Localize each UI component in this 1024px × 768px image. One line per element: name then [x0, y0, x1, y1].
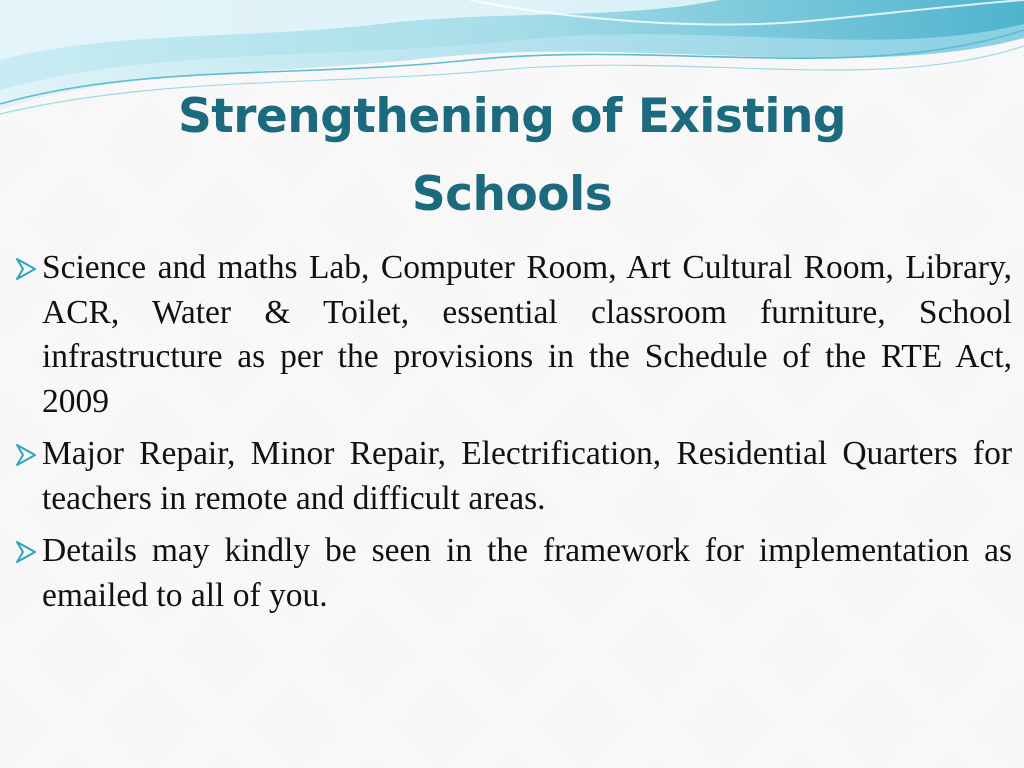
- bullet-item-repairs: [14, 432, 1012, 521]
- bullet-item-details: [14, 529, 1012, 618]
- arrow-bullet-icon: [14, 443, 38, 467]
- arrow-bullet-icon: [14, 257, 38, 281]
- arrow-bullet-icon: [14, 540, 38, 564]
- slide-title: Strengthening of Existing Schools: [177, 89, 847, 222]
- bullet-text: Details may kindly be seen in the framework for implementation as emailed to all of you.: [42, 532, 1012, 614]
- bullet-text: Major Repair, Minor Repair, Electrification, Residential Quarters for teachers in remote and difficult areas.: [42, 435, 1012, 517]
- bullet-item-facilities: [14, 246, 1012, 424]
- bullet-list: [14, 246, 1012, 626]
- bullet-text: Science and maths Lab, Computer Room, Art Cultural Room, Library, ACR, Water & Toilet, essential classroom furniture, School infrastructure as per the provisions in the Schedule of the RTE Act, 2009: [42, 249, 1012, 420]
